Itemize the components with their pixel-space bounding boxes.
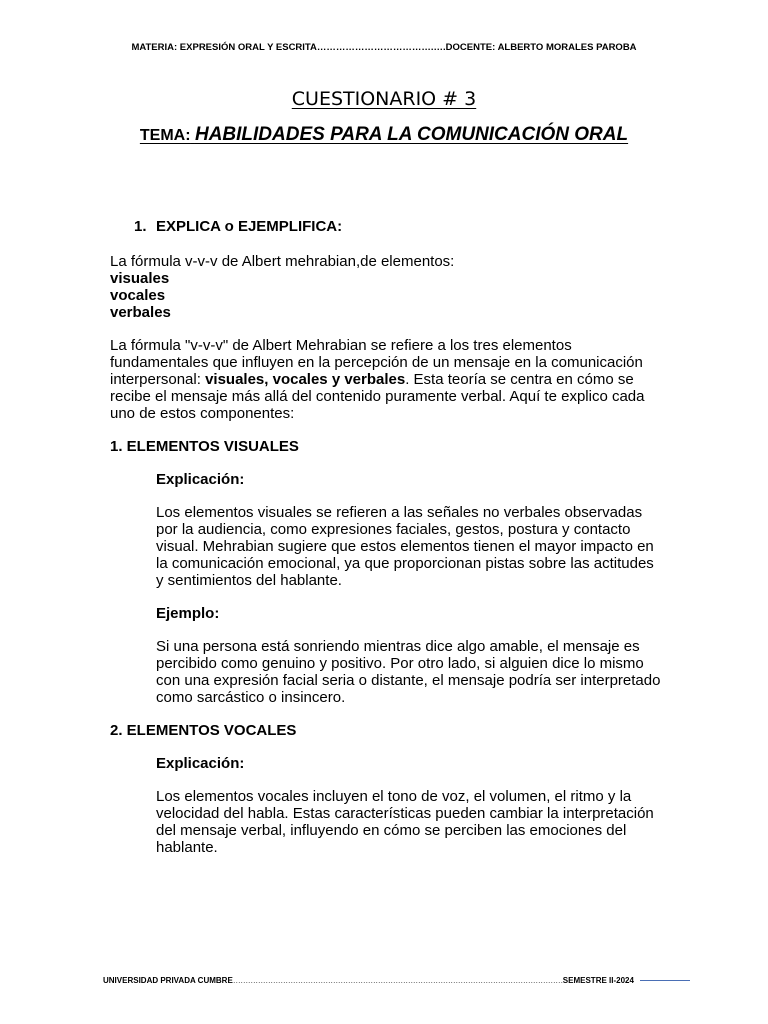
explanation-paragraph	[110, 337, 662, 422]
footer-semester: SEMESTRE II-2024	[562, 976, 634, 985]
explicacion-label: Explicación:	[156, 755, 245, 772]
footer-dots: ……………………………………………………………………………………………………………………	[232, 976, 563, 985]
question-heading	[134, 218, 662, 235]
title-block	[0, 88, 768, 146]
tema-line	[0, 124, 768, 146]
explicacion-text: Los elementos visuales se refieren a las señales no verbales observadas por la audiencia, como expresiones faciales, gestos, postura y contacto visual. Mehrabian sugiere que estos elementos tienen el mayor impacto en la comunicación emocional, ya que proporcionan pistas sobre las actitudes y sentimientos del hablante.	[156, 504, 654, 589]
page-footer	[95, 976, 660, 985]
ejemplo-text: Si una persona está sonriendo mientras dice algo amable, el mensaje es percibido como genuino y positivo. Por otro lado, si alguien dice lo mismo con una expresión facial seria o distante, el mensaje podría ser interpretado como sarcástico o insincero.	[156, 638, 661, 706]
question-number: 1.	[134, 218, 147, 235]
intro-line: La fórmula v-v-v de Albert mehrabian,de elementos:	[110, 253, 455, 270]
explanation-part1: La fórmula "v-v-v" de Albert Mehrabian se refiere a los tres elementos fundamentales que influyen en la percepción de un mensaje en la comunicación interpersonal:	[110, 337, 643, 388]
document-title: CUESTIONARIO # 3	[291, 88, 477, 110]
explicacion-label: Explicación:	[156, 471, 245, 488]
intro-item-verbales: verbales	[110, 304, 171, 321]
intro-item-visuales: visuales	[110, 270, 170, 287]
document-body	[110, 218, 662, 856]
section-body-visuales	[156, 471, 662, 706]
footer-university: UNIVERSIDAD PRIVADA CUMBRE	[103, 976, 233, 985]
explanation-bold: visuales, vocales y verbales	[205, 371, 406, 388]
explanation-part2: . Esta teoría se centra en cómo se recibe el mensaje más allá del contenido puramente verbal. Aquí te explico cada uno de estos componentes:	[110, 371, 645, 422]
section-body-vocales	[156, 755, 662, 856]
page-header: MATERIA: EXPRESIÓN ORAL Y ESCRITA……………………………….….DOCENTE: ALBERTO MORALES PAROBA	[131, 42, 637, 53]
section-heading-vocales: 2. ELEMENTOS VOCALES	[110, 722, 297, 739]
tema-label: TEMA:	[139, 127, 191, 144]
ejemplo-label: Ejemplo:	[156, 605, 220, 622]
footer-rule-right	[640, 980, 690, 981]
tema-text: HABILIDADES PARA LA COMUNICACIÓN ORAL	[194, 124, 629, 145]
intro-item-vocales: vocales	[110, 287, 166, 304]
section-heading-visuales: 1. ELEMENTOS VISUALES	[110, 438, 299, 455]
explicacion-text: Los elementos vocales incluyen el tono de voz, el volumen, el ritmo y la velocidad del habla. Estas características pueden cambiar la interpretación del mensaje verbal, influyendo en cómo se perciben las emociones del hablante.	[156, 788, 654, 856]
question-text: EXPLICA o EJEMPLIFICA:	[156, 218, 343, 235]
